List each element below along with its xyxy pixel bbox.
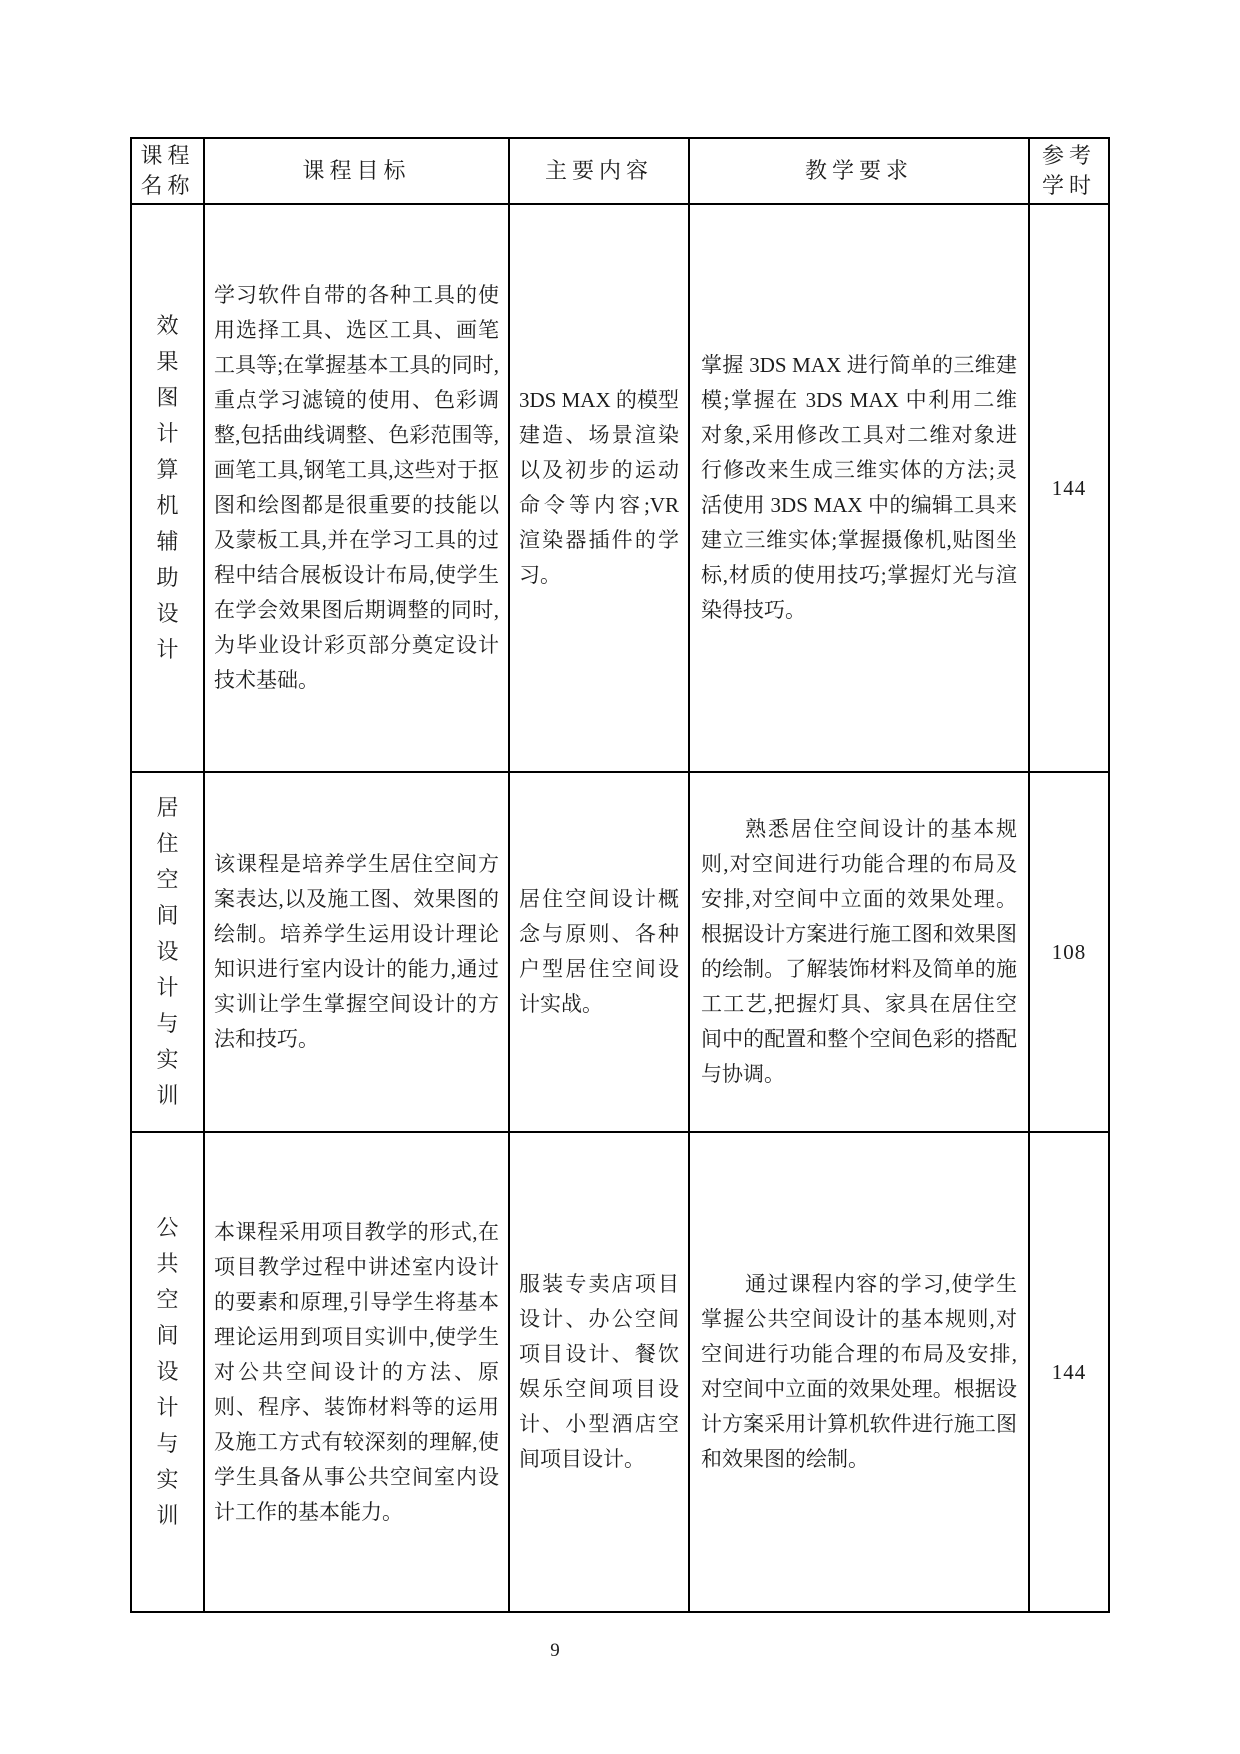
teaching-requirement-cell xyxy=(689,772,1029,1132)
course-objective-cell xyxy=(204,1132,509,1612)
course-objective-cell xyxy=(204,204,509,772)
table-header-row xyxy=(131,138,1109,204)
header-course-objective: 课程目标 xyxy=(204,138,509,204)
teaching-requirement: 熟悉居住空间设计的基本规则,对空间进行功能合理的布局及安排,对空间中立面的效果处理。根据设计方案进行施工图和效果图的绘制。了解装饰材料及简单的施工工艺,把握灯具、家具在居住空间中的配置和整个空间色彩的搭配与协调。 xyxy=(701,817,1017,1086)
course-name: 效果图计算机辅助设计 xyxy=(156,313,179,662)
table-row xyxy=(131,772,1109,1132)
main-content-cell xyxy=(509,772,689,1132)
table-row xyxy=(131,1132,1109,1612)
page-number: 9 xyxy=(550,1640,560,1661)
course-objective: 学习软件自带的各种工具的使用选择工具、选区工具、画笔工具等;在掌握基本工具的同时,重点学习滤镜的使用、色彩调整,包括曲线调整、色彩范围等,画笔工具,钢笔工具,这些对于抠图和绘图都是很重要的技能以及蒙板工具,并在学习工具的过程中结合展板设计布局,使学生在学会效果图后期调整的同时,为毕业设计彩页部分奠定设计技术基础。 xyxy=(214,283,499,692)
reference-hours-cell xyxy=(1029,1132,1109,1612)
teaching-requirement: 通过课程内容的学习,使学生掌握公共空间设计的基本规则,对空间进行功能合理的布局及安排,对空间中立面的效果处理。根据设计方案采用计算机软件进行施工图和效果图的绘制。 xyxy=(701,1272,1017,1471)
header-teaching-requirement: 教学要求 xyxy=(689,138,1029,204)
main-content: 服装专卖店项目设计、办公空间项目设计、餐饮娱乐空间项目设计、小型酒店空间项目设计。 xyxy=(519,1272,679,1471)
course-name: 居住空间设计与实训 xyxy=(156,795,179,1108)
teaching-requirement: 掌握 3DS MAX 进行简单的三维建模;掌握在 3DS MAX 中利用二维对象,采用修改工具对二维对象进行修改来生成三维实体的方法;灵活使用 3DS MAX 中的编辑工具来建立三维实体;掌握摄像机,贴图坐标,材质的使用技巧;掌握灯光与渲染得技巧。 xyxy=(701,353,1017,622)
main-content-cell xyxy=(509,204,689,772)
teaching-requirement-cell xyxy=(689,1132,1029,1612)
course-objective-cell xyxy=(204,772,509,1132)
header-course-name: 课程名称 xyxy=(131,138,204,204)
course-table xyxy=(130,137,1110,1613)
teaching-requirement-cell xyxy=(689,204,1029,772)
main-content: 3DS MAX 的模型建造、场景渲染以及初步的运动命令等内容;VR 渲染器插件的学习。 xyxy=(519,388,679,587)
main-content-cell xyxy=(509,1132,689,1612)
course-objective: 该课程是培养学生居住空间方案表达,以及施工图、效果图的绘制。培养学生运用设计理论知识进行室内设计的能力,通过实训让学生掌握空间设计的方法和技巧。 xyxy=(214,852,499,1051)
course-name: 公共空间设计与实训 xyxy=(156,1215,179,1528)
course-name-cell xyxy=(131,772,204,1132)
course-name-cell xyxy=(131,204,204,772)
header-main-content: 主要内容 xyxy=(509,138,689,204)
reference-hours-cell xyxy=(1029,772,1109,1132)
header-reference-hours: 参考学时 xyxy=(1029,138,1109,204)
main-content: 居住空间设计概念与原则、各种户型居住空间设计实战。 xyxy=(519,887,679,1016)
reference-hours: 144 xyxy=(1051,475,1087,500)
reference-hours-cell xyxy=(1029,204,1109,772)
reference-hours: 144 xyxy=(1051,1359,1087,1384)
course-objective: 本课程采用项目教学的形式,在项目教学过程中讲述室内设计的要素和原理,引导学生将基本理论运用到项目实训中,使学生对公共空间设计的方法、原则、程序、装饰材料等的运用及施工方式有较深刻的理解,使学生具备从事公共空间室内设计工作的基本能力。 xyxy=(214,1219,499,1524)
reference-hours: 108 xyxy=(1051,939,1087,964)
table-row xyxy=(131,204,1109,772)
course-name-cell xyxy=(131,1132,204,1612)
